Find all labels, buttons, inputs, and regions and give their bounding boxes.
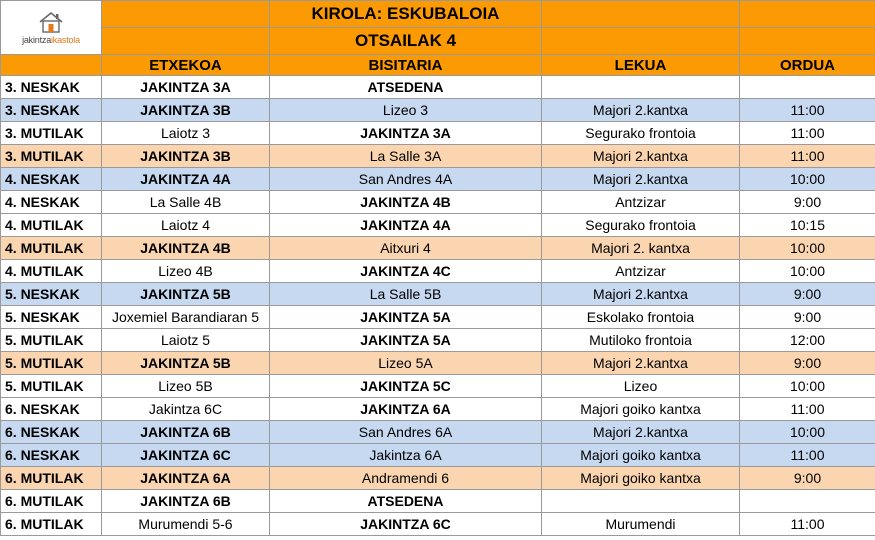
table-row	[1, 421, 875, 444]
table-row	[1, 99, 875, 122]
away-team-cell: ATSEDENA	[270, 490, 542, 513]
away-team-cell: San Andres 6A	[270, 421, 542, 444]
home-team-cell: Joxemiel Barandiaran 5	[102, 306, 270, 329]
table-row	[1, 191, 875, 214]
table-row	[1, 168, 875, 191]
place-cell	[542, 490, 740, 513]
category-cell: 6. NESKAK	[1, 398, 102, 421]
category-cell: 6. NESKAK	[1, 421, 102, 444]
away-team-cell: JAKINTZA 4C	[270, 260, 542, 283]
column-header-row	[1, 55, 875, 76]
category-cell: 6. MUTILAK	[1, 513, 102, 536]
category-cell: 5. MUTILAK	[1, 352, 102, 375]
time-cell: 10:00	[740, 237, 875, 260]
place-cell: Majori 2.kantxa	[542, 145, 740, 168]
away-team-cell: Lizeo 3	[270, 99, 542, 122]
table-row	[1, 352, 875, 375]
table-row	[1, 306, 875, 329]
time-cell: 10:00	[740, 375, 875, 398]
logo-wordmark: jakintzaikastola	[22, 34, 80, 45]
place-cell: Antzizar	[542, 191, 740, 214]
home-team-cell: JAKINTZA 3B	[102, 145, 270, 168]
time-cell	[740, 490, 875, 513]
header-row-date	[1, 28, 875, 55]
home-team-cell: JAKINTZA 4A	[102, 168, 270, 191]
header-row-title	[1, 1, 875, 28]
place-cell: Majori goiko kantxa	[542, 444, 740, 467]
table-row	[1, 145, 875, 168]
table-row	[1, 375, 875, 398]
place-cell: Lizeo	[542, 375, 740, 398]
time-cell: 11:00	[740, 99, 875, 122]
away-team-cell: La Salle 3A	[270, 145, 542, 168]
table-row	[1, 260, 875, 283]
category-cell: 3. NESKAK	[1, 76, 102, 99]
away-team-cell: JAKINTZA 5A	[270, 329, 542, 352]
away-team-cell: ATSEDENA	[270, 76, 542, 99]
time-cell: 11:00	[740, 444, 875, 467]
home-team-cell: Laiotz 5	[102, 329, 270, 352]
time-cell: 11:00	[740, 398, 875, 421]
home-team-cell: JAKINTZA 3B	[102, 99, 270, 122]
logo-cell	[1, 1, 102, 55]
home-team-cell: JAKINTZA 5B	[102, 352, 270, 375]
time-cell: 10:15	[740, 214, 875, 237]
place-cell: Segurako frontoia	[542, 214, 740, 237]
away-team-cell: Jakintza 6A	[270, 444, 542, 467]
time-cell: 11:00	[740, 122, 875, 145]
home-team-cell: JAKINTZA 5B	[102, 283, 270, 306]
away-team-cell: JAKINTZA 6A	[270, 398, 542, 421]
page-title: KIROLA: ESKUBALOIA	[270, 1, 542, 28]
home-team-cell: Laiotz 3	[102, 122, 270, 145]
table-row	[1, 329, 875, 352]
table-row	[1, 398, 875, 421]
category-cell: 4. NESKAK	[1, 168, 102, 191]
category-cell: 5. NESKAK	[1, 283, 102, 306]
place-cell: Majori 2. kantxa	[542, 237, 740, 260]
category-cell: 5. MUTILAK	[1, 329, 102, 352]
time-cell	[740, 76, 875, 99]
place-cell: Murumendi	[542, 513, 740, 536]
home-team-cell: Lizeo 5B	[102, 375, 270, 398]
time-cell: 11:00	[740, 513, 875, 536]
house-logo-icon	[38, 11, 64, 33]
place-cell: Mutiloko frontoia	[542, 329, 740, 352]
home-team-cell: JAKINTZA 6B	[102, 490, 270, 513]
place-cell: Eskolako frontoia	[542, 306, 740, 329]
table-row	[1, 214, 875, 237]
col-header-home: ETXEKOA	[102, 55, 270, 76]
home-team-cell: Murumendi 5-6	[102, 513, 270, 536]
table-row	[1, 122, 875, 145]
place-cell: Antzizar	[542, 260, 740, 283]
place-cell: Majori 2.kantxa	[542, 352, 740, 375]
home-team-cell: Lizeo 4B	[102, 260, 270, 283]
col-header-time: ORDUA	[740, 55, 875, 76]
away-team-cell: JAKINTZA 4A	[270, 214, 542, 237]
table-row	[1, 283, 875, 306]
time-cell: 9:00	[740, 283, 875, 306]
place-cell: Majori 2.kantxa	[542, 283, 740, 306]
category-cell: 4. MUTILAK	[1, 214, 102, 237]
home-team-cell: JAKINTZA 6A	[102, 467, 270, 490]
away-team-cell: La Salle 5B	[270, 283, 542, 306]
category-cell: 6. MUTILAK	[1, 490, 102, 513]
category-cell: 3. MUTILAK	[1, 122, 102, 145]
category-cell: 3. MUTILAK	[1, 145, 102, 168]
place-cell	[542, 76, 740, 99]
table-row	[1, 76, 875, 99]
col-header-away: BISITARIA	[270, 55, 542, 76]
time-cell: 12:00	[740, 329, 875, 352]
away-team-cell: San Andres 4A	[270, 168, 542, 191]
home-team-cell: JAKINTZA 3A	[102, 76, 270, 99]
away-team-cell: Andramendi 6	[270, 467, 542, 490]
category-cell: 6. MUTILAK	[1, 467, 102, 490]
place-cell: Segurako frontoia	[542, 122, 740, 145]
place-cell: Majori goiko kantxa	[542, 398, 740, 421]
home-team-cell: La Salle 4B	[102, 191, 270, 214]
place-cell: Majori goiko kantxa	[542, 467, 740, 490]
time-cell: 10:00	[740, 260, 875, 283]
col-header-place: LEKUA	[542, 55, 740, 76]
category-cell: 6. NESKAK	[1, 444, 102, 467]
place-cell: Majori 2.kantxa	[542, 168, 740, 191]
table-row	[1, 444, 875, 467]
away-team-cell: Lizeo 5A	[270, 352, 542, 375]
time-cell: 10:00	[740, 421, 875, 444]
category-cell: 4. NESKAK	[1, 191, 102, 214]
category-cell: 4. MUTILAK	[1, 260, 102, 283]
category-cell: 3. NESKAK	[1, 99, 102, 122]
home-team-cell: Jakintza 6C	[102, 398, 270, 421]
home-team-cell: JAKINTZA 6B	[102, 421, 270, 444]
time-cell: 9:00	[740, 191, 875, 214]
date-title: OTSAILAK 4	[270, 28, 542, 55]
place-cell: Majori 2.kantxa	[542, 421, 740, 444]
category-cell: 5. MUTILAK	[1, 375, 102, 398]
home-team-cell: Laiotz 4	[102, 214, 270, 237]
table-row	[1, 467, 875, 490]
time-cell: 10:00	[740, 168, 875, 191]
table-row	[1, 513, 875, 536]
place-cell: Majori 2.kantxa	[542, 99, 740, 122]
table-row	[1, 237, 875, 260]
home-team-cell: JAKINTZA 4B	[102, 237, 270, 260]
away-team-cell: JAKINTZA 3A	[270, 122, 542, 145]
table-row	[1, 490, 875, 513]
away-team-cell: JAKINTZA 5A	[270, 306, 542, 329]
time-cell: 9:00	[740, 352, 875, 375]
time-cell: 9:00	[740, 467, 875, 490]
away-team-cell: JAKINTZA 6C	[270, 513, 542, 536]
away-team-cell: JAKINTZA 4B	[270, 191, 542, 214]
away-team-cell: Aitxuri 4	[270, 237, 542, 260]
time-cell: 11:00	[740, 145, 875, 168]
category-cell: 5. NESKAK	[1, 306, 102, 329]
home-team-cell: JAKINTZA 6C	[102, 444, 270, 467]
category-cell: 4. MUTILAK	[1, 237, 102, 260]
school-logo	[5, 6, 97, 50]
time-cell: 9:00	[740, 306, 875, 329]
away-team-cell: JAKINTZA 5C	[270, 375, 542, 398]
